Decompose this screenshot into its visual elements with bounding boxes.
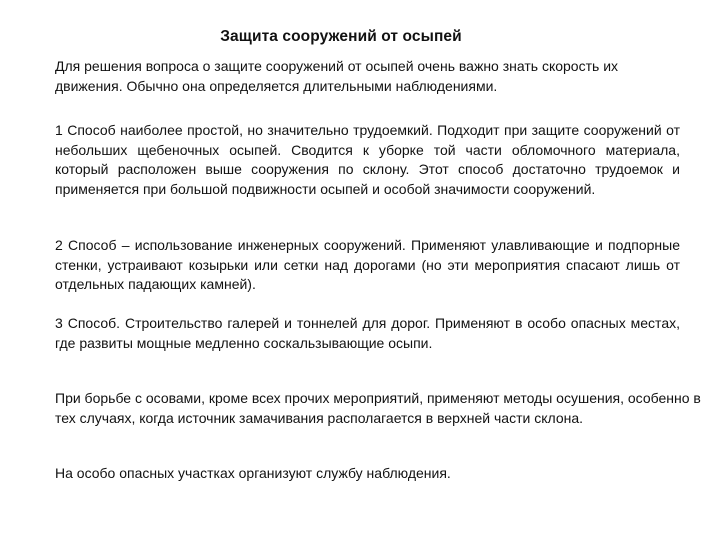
method-3-paragraph: 3 Способ. Строительство галерей и тоннелей для дорог. Применяют в особо опасных местах, где развиты мощные медленно соскальзывающие осыпи. — [55, 315, 680, 351]
method-1-paragraph: 1 Способ наиболее простой, но значительно трудоемкий. Подходит при защите сооружений от небольших щебеночных осыпей. Сводится к уборке той части обломочного материала, который расположен выше сооружения по склону. Этот способ достаточно трудоемок и применяется при большой подвижности осыпей и особой значимости сооружений. — [55, 122, 680, 197]
drainage-paragraph: При борьбе с осовами, кроме всех прочих мероприятий, применяют методы осушения, особенно в тех случаях, когда источник замачивания располагается в верхней части склона. — [55, 390, 701, 426]
method-2-paragraph: 2 Способ – использование инженерных сооружений. Применяют улавливающие и подпорные стенки, устраивают козырьки или сетки над дорогами (но эти мероприятия спасают лишь от отдельных падающих камней). — [55, 237, 680, 292]
observation-paragraph: На особо опасных участках организуют службу наблюдения. — [55, 465, 451, 481]
page-title — [0, 28, 720, 46]
intro-paragraph: Для решения вопроса о защите сооружений от осыпей очень важно знать скорость их движения. Обычно она определяется длительными наблюдениями. — [55, 58, 619, 94]
page-title-text: Защита сооружений от осыпей — [220, 28, 462, 45]
